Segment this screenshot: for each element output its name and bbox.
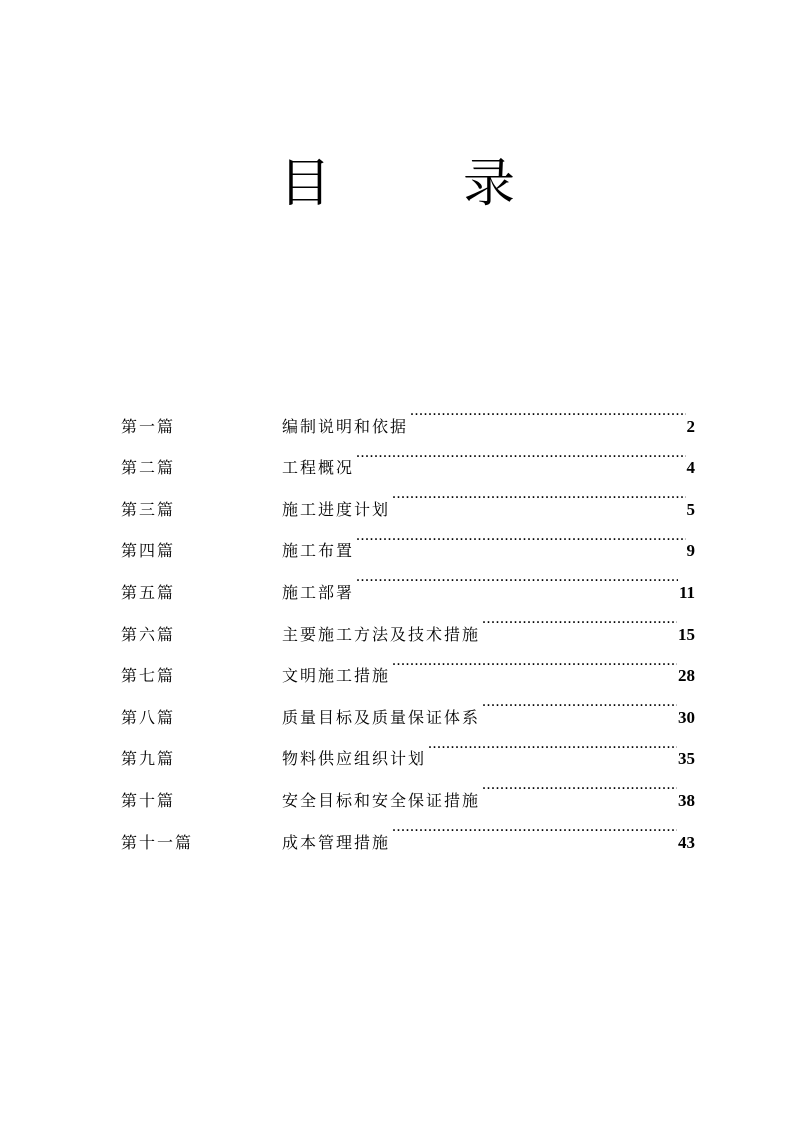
toc-page-number: 15: [677, 614, 695, 656]
toc-dot-leader: [392, 473, 685, 515]
toc-part-label: 第一篇: [121, 416, 176, 436]
page-title: 目 录: [278, 154, 555, 214]
toc-section-title: 成本管理措施: [282, 822, 392, 864]
toc-entry[interactable]: [121, 640, 695, 686]
toc-page-number: 28: [677, 655, 695, 697]
toc-dot-leader: [482, 681, 677, 723]
toc-part-label: 第三篇: [121, 499, 176, 519]
table-of-contents: [121, 390, 695, 852]
toc-page-number: 38: [677, 780, 695, 822]
toc-section-title: 主要施工方法及技术措施: [282, 614, 482, 656]
toc-entry[interactable]: [121, 681, 695, 727]
toc-entry[interactable]: [121, 556, 695, 602]
toc-entry[interactable]: [121, 723, 695, 769]
toc-section-title: 物料供应组织计划: [282, 738, 428, 780]
toc-entry[interactable]: [121, 806, 695, 852]
toc-section-title: 文明施工措施: [282, 655, 392, 697]
toc-page-number: 30: [677, 697, 695, 739]
toc-section-title: 施工布置: [282, 530, 356, 572]
toc-section-title: 安全目标和安全保证措施: [282, 780, 482, 822]
toc-entry[interactable]: [121, 598, 695, 644]
toc-section-title: 工程概况: [282, 447, 356, 489]
toc-dot-leader: [356, 515, 685, 557]
toc-entry[interactable]: [121, 764, 695, 810]
toc-entry[interactable]: [121, 515, 695, 561]
toc-entry[interactable]: [121, 390, 695, 436]
toc-dot-leader: [392, 806, 677, 848]
toc-section-title: 施工进度计划: [282, 489, 392, 531]
toc-part-label: 第五篇: [121, 582, 176, 602]
toc-part-label: 第二篇: [121, 458, 176, 478]
toc-section-title: 质量目标及质量保证体系: [282, 697, 482, 739]
toc-dot-leader: [482, 764, 677, 806]
toc-page-number: 2: [686, 406, 696, 448]
toc-part-label: 第十篇: [121, 790, 176, 810]
toc-section-title: 施工部署: [282, 572, 356, 614]
toc-part-label: 第四篇: [121, 541, 176, 561]
toc-page-number: 4: [686, 447, 696, 489]
toc-dot-leader: [356, 556, 678, 598]
toc-part-label: 第十一篇: [121, 832, 194, 852]
toc-dot-leader: [392, 640, 677, 682]
toc-part-label: 第九篇: [121, 749, 176, 769]
toc-page-number: 5: [686, 489, 696, 531]
toc-section-title: 编制说明和依据: [282, 406, 410, 448]
toc-dot-leader: [482, 598, 677, 640]
toc-part-label: 第七篇: [121, 666, 176, 686]
toc-page-number: 43: [677, 822, 695, 864]
toc-page-number: 9: [686, 530, 696, 572]
toc-page-number: 11: [678, 572, 695, 614]
toc-dot-leader: [410, 390, 685, 432]
toc-part-label: 第六篇: [121, 624, 176, 644]
toc-page-number: 35: [677, 738, 695, 780]
toc-entry[interactable]: [121, 432, 695, 478]
toc-part-label: 第八篇: [121, 707, 176, 727]
toc-entry[interactable]: [121, 473, 695, 519]
toc-dot-leader: [356, 432, 685, 474]
toc-dot-leader: [428, 723, 677, 765]
